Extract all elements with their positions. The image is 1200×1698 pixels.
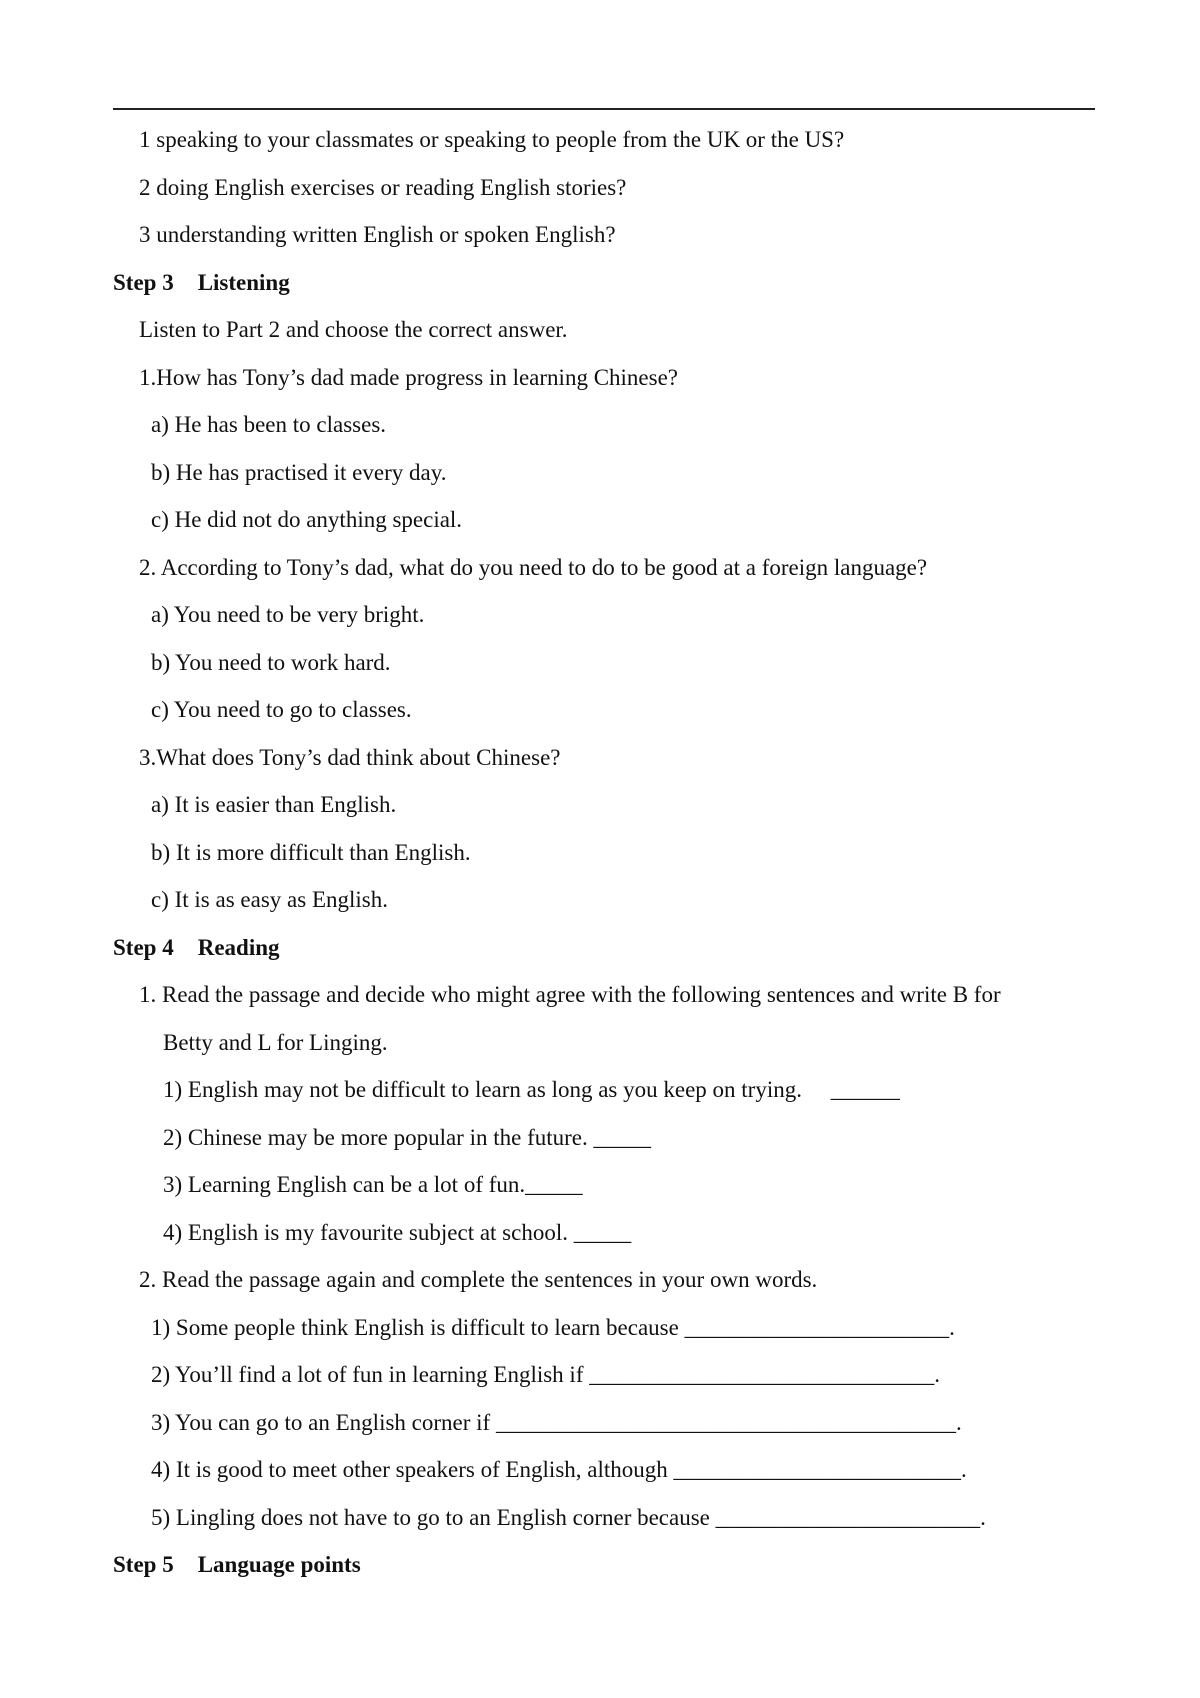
answer-option: a) It is easier than English. xyxy=(151,792,397,817)
answer-option: c) You need to go to classes. xyxy=(151,697,412,722)
step3-title: Listening xyxy=(197,270,290,295)
step3-label: Step 3 xyxy=(113,270,174,295)
complete-sentence: 4) It is good to meet other speakers of English, although _________________________. xyxy=(151,1457,967,1482)
step5-heading xyxy=(113,1551,361,1579)
answer-option: b) He has practised it every day. xyxy=(151,460,447,485)
answer-option: a) You need to be very bright. xyxy=(151,602,425,627)
reading-task2-instruction: 2. Read the passage again and complete the sentences in your own words. xyxy=(139,1267,818,1292)
step5-title: Language points xyxy=(197,1552,361,1577)
reading-task1-instruction: 1. Read the passage and decide who might agree with the following sentences and write B for xyxy=(139,982,1001,1007)
agree-sentence: 4) English is my favourite subject at school. _____ xyxy=(163,1220,632,1245)
complete-sentence: 1) Some people think English is difficult to learn because _______________________. xyxy=(151,1315,955,1340)
agree-sentence: 3) Learning English can be a lot of fun._____ xyxy=(163,1172,583,1197)
intro-question: 3 understanding written English or spoken English? xyxy=(139,222,616,247)
complete-sentence: 2) You’ll find a lot of fun in learning English if ______________________________. xyxy=(151,1362,940,1387)
step5-label: Step 5 xyxy=(113,1552,174,1577)
step4-heading xyxy=(113,934,280,962)
answer-option: c) He did not do anything special. xyxy=(151,507,463,532)
step4-label: Step 4 xyxy=(113,935,174,960)
answer-option: b) It is more difficult than English. xyxy=(151,840,471,865)
intro-question: 1 speaking to your classmates or speaking to people from the UK or the US? xyxy=(139,127,845,152)
header-rule xyxy=(113,108,1095,110)
listening-question: 2. According to Tony’s dad, what do you need to do to be good at a foreign language? xyxy=(139,555,928,580)
agree-sentence: 1) English may not be difficult to learn as long as you keep on trying. ______ xyxy=(163,1077,900,1102)
listening-question: 1.How has Tony’s dad made progress in learning Chinese? xyxy=(139,365,678,390)
intro-question: 2 doing English exercises or reading English stories? xyxy=(139,175,627,200)
answer-option: c) It is as easy as English. xyxy=(151,887,388,912)
listening-question: 3.What does Tony’s dad think about Chinese? xyxy=(139,745,561,770)
reading-task1-instruction-cont: Betty and L for Linging. xyxy=(163,1030,388,1055)
answer-option: a) He has been to classes. xyxy=(151,412,387,437)
complete-sentence: 3) You can go to an English corner if ________________________________________. xyxy=(151,1410,962,1435)
agree-sentence: 2) Chinese may be more popular in the future. _____ xyxy=(163,1125,651,1150)
complete-sentence: 5) Lingling does not have to go to an English corner because _______________________. xyxy=(151,1505,986,1530)
step3-instruction: Listen to Part 2 and choose the correct answer. xyxy=(139,317,568,342)
step4-title: Reading xyxy=(197,935,280,960)
step3-heading xyxy=(113,269,290,297)
answer-option: b) You need to work hard. xyxy=(151,650,391,675)
